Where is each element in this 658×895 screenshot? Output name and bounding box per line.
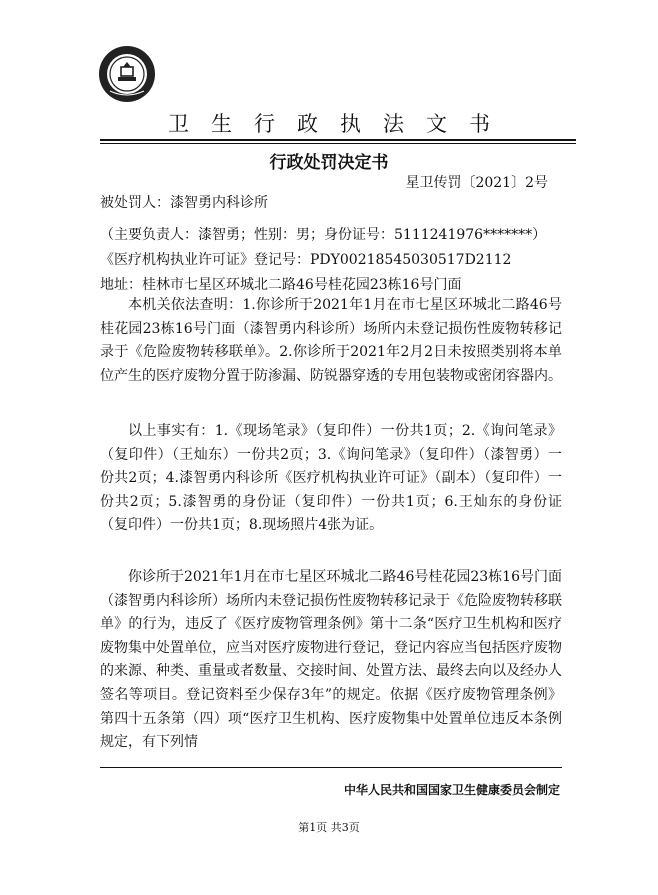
address: 地址：桂林市七星区环城北二路46号桂花园23栋16号门面	[100, 277, 462, 293]
document-type-header: 卫生行政执法文书	[168, 112, 512, 136]
punished-party: 被处罚人：漆智勇内科诊所	[100, 195, 268, 211]
footer-rule	[100, 767, 562, 768]
header-rule-thick	[100, 139, 576, 141]
issuer-footer: 中华人民共和国国家卫生健康委员会制定	[343, 783, 560, 797]
header-rule-thin	[100, 143, 576, 144]
license-number: 《医疗机构执业许可证》登记号：PDY00218545030517D2112	[100, 252, 512, 268]
findings-paragraph: 本机关依法查明：1.你诊所于2021年1月在市七星区环城北二路46号桂花园23栋16号门面（漆智勇内科诊所）场所内未登记损伤性废物转移记录于《危险废物转移联单》。2.你诊所于2021年2月2日未按照类别将本单位产生的医疗废物分置于防渗漏、防锐器穿透的专用包装物或密闭容器内。	[100, 297, 562, 384]
violation-paragraph: 你诊所于2021年1月在市七星区环城北二路46号桂花园23栋16号门面（漆智勇内科诊所）场所内未登记损伤性废物转移记录于《危险废物转移联单》的行为，违反了《医疗废物管理条例》第十二条“医疗卫生机构和医疗废物集中处置单位，应当对医疗废物进行登记，登记内容应当包括医疗废物的来源、种类、重量或者数量、交接时间、处置方法、最终去向以及经办人签名等项目。登记资料至少保存3年”的规定。依据《医疗废物管理条例》第四十五条第（四）项“医疗卫生机构、医疗废物集中处置单位违反本条例规定，有下列情	[100, 569, 562, 751]
page-title: 行政处罚决定书	[269, 153, 389, 173]
health-inspection-emblem-icon	[98, 45, 156, 103]
principal-info: （主要负责人：漆智勇；性别：男；身份证号：5111241976*******）	[100, 227, 547, 243]
evidence-paragraph: 以上事实有：1.《现场笔录》（复印件）一份共1页；2.《询问笔录》（复印件）（王灿东）一份共2页；3.《询问笔录》（复印件）（漆智勇）一份共2页；4.漆智勇内科诊所《医疗机构执业许可证》（副本）（复印件）一份共2页；5.漆智勇的身份证（复印件）一份共1页；6.王灿东的身份证（复印件）一份共1页；8.现场照片4张为证。	[100, 423, 562, 534]
page-number: 第1页 共3页	[298, 821, 360, 834]
document-number: 星卫传罚〔2021〕2号	[405, 175, 548, 191]
